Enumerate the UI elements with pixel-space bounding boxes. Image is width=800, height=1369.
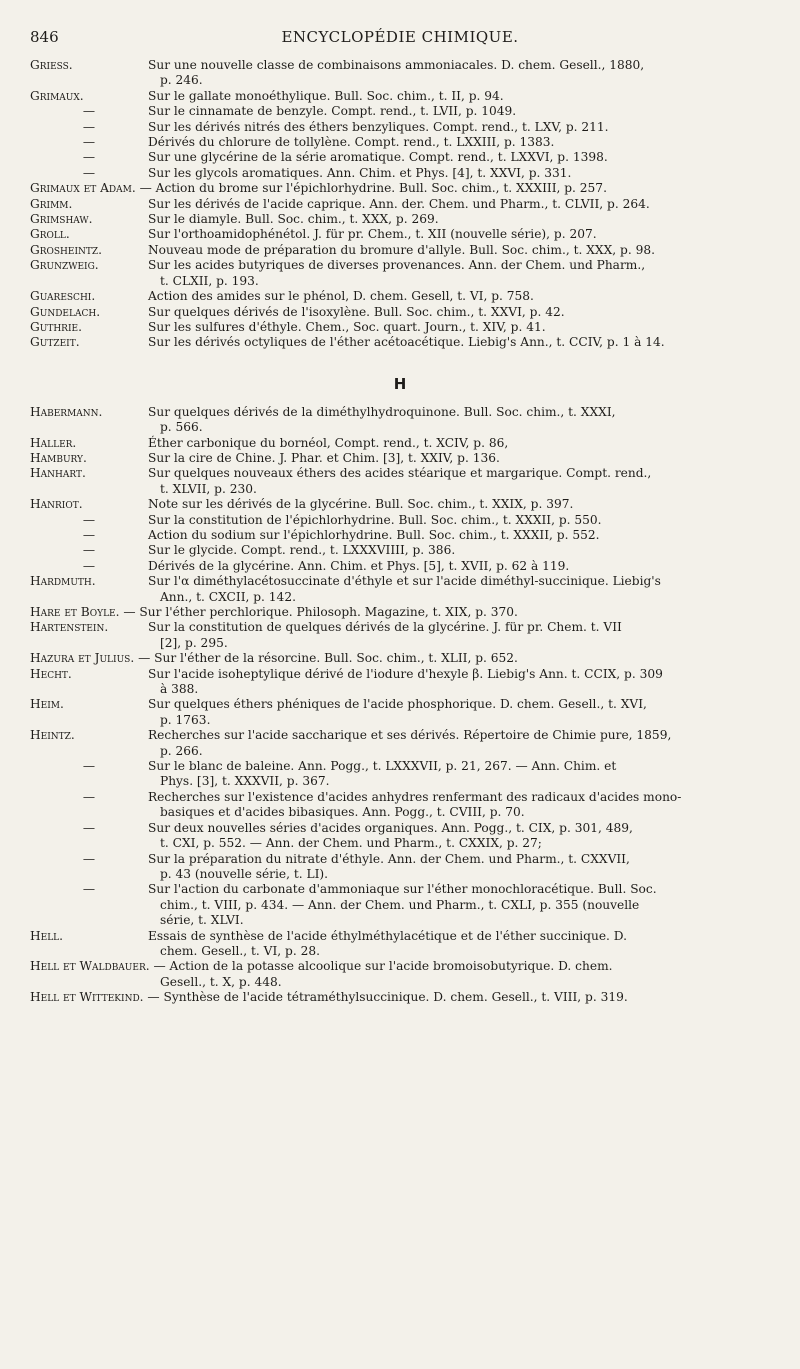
entry-continuation: p. 1763. — [160, 712, 211, 727]
entry-text: Sur les sulfures d'éthyle. Chem., Soc. quart. Journ., t. XIV, p. 41. — [148, 319, 546, 334]
entry-author: Griess. — [30, 58, 73, 72]
bib-entry — [30, 959, 770, 990]
entry-author: Heintz. — [30, 728, 75, 743]
entry-text: Sur les dérivés octyliques de l'éther acétoacétique. Liebig's Ann., t. CCIV, p. 1 à 14. — [148, 335, 665, 350]
entry-author: Guthrie. — [30, 319, 82, 334]
bib-entry — [30, 559, 770, 574]
entry-body — [148, 166, 770, 181]
entry-author: — — [82, 820, 96, 835]
bib-entry — [30, 227, 770, 242]
entry-text: Action des amides sur le phénol, D. chem. Gesell, t. VI, p. 758. — [148, 289, 534, 304]
entry-text: Sur quelques éthers phéniques de l'acide phosphorique. D. chem. Gesell., t. XVI, — [148, 697, 647, 712]
entry-author: Hardmuth. — [30, 574, 96, 589]
entry-author: Grimaux et Adam. — [30, 181, 136, 196]
bib-entry — [30, 289, 770, 304]
entry-continuation: t. CXI, p. 552. — Ann. der Chem. und Pharm., t. CXXIX, p. 27; — [160, 836, 542, 851]
bib-entry — [30, 451, 770, 466]
entry-author: Grosheintz. — [30, 242, 103, 257]
entry-continuation: Ann., t. CXCII, p. 142. — [160, 589, 296, 604]
bib-entry — [30, 882, 770, 928]
bib-entry — [30, 120, 770, 135]
entry-body — [148, 243, 770, 258]
entry-author: Gundelach. — [30, 304, 101, 319]
bib-entry — [30, 821, 770, 852]
bib-entry — [30, 790, 770, 821]
entry-text: Sur la constitution de quelques dérivés de la glycérine. J. für pr. Chem. t. VII — [148, 620, 622, 635]
entry-text: Sur le glycide. Compt. rend., t. LXXXVIIII, p. 386. — [148, 543, 456, 558]
entry-body — [148, 497, 770, 512]
entry-text: Sur les dérivés de l'acide caprique. Ann. der. Chem. und Pharm., t. CLVII, p. 264. — [148, 196, 650, 211]
bib-entry — [30, 497, 770, 512]
entry-body — [148, 89, 770, 104]
entry-author: — — [82, 789, 96, 804]
entry-body — [148, 212, 770, 227]
bib-entry — [30, 335, 770, 350]
entry-text: Sur l'action du carbonate d'ammoniaque sur l'éther monochloracétique. Bull. Soc. — [148, 882, 657, 897]
entry-text: Sur la constitution de l'épichlorhydrine. Bull. Soc. chim., t. XXXII, p. 550. — [148, 512, 602, 527]
entry-author: Guareschi. — [30, 289, 96, 304]
bib-entry — [30, 574, 770, 605]
entry-text: Sur les acides butyriques de diverses provenances. Ann. der Chem. und Pharm., — [148, 258, 646, 273]
entry-text: Nouveau mode de préparation du bromure d'allyle. Bull. Soc. chim., t. XXX, p. 98. — [148, 242, 655, 257]
entry-author: Grimm. — [30, 196, 73, 211]
entry-text: Sur quelques dérivés de l'isoxylène. Bull. Soc. chim., t. XXVI, p. 42. — [148, 304, 565, 319]
entry-author: — — [82, 135, 96, 150]
entries-h — [30, 405, 770, 1006]
entry-text: Recherches sur l'existence d'acides anhydres renfermant des radicaux d'acides mono- — [148, 789, 682, 804]
bib-entry — [30, 212, 770, 227]
bib-entry — [30, 305, 770, 320]
entry-author: — — [82, 543, 96, 558]
entry-continuation: p. 246. — [160, 73, 203, 88]
bib-entry — [30, 759, 770, 790]
bib-entry — [30, 135, 770, 150]
entry-author: Hartenstein. — [30, 620, 109, 635]
entry-author: — — [82, 150, 96, 165]
entry-body — [148, 104, 770, 119]
entry-text: Dérivés de la glycérine. Ann. Chim. et Phys. [5], t. XVII, p. 62 à 119. — [148, 558, 570, 573]
entry-continuation: à 388. — [160, 682, 199, 697]
entry-author: Grimaux. — [30, 88, 84, 103]
bib-entry — [30, 320, 770, 335]
entry-author: Hanriot. — [30, 497, 83, 512]
entry-text: Sur les dérivés nitrés des éthers benzyliques. Compt. rend., t. LXV, p. 211. — [148, 119, 609, 134]
entry-body — [148, 227, 770, 242]
entry-continuation: t. CLXII, p. 193. — [160, 273, 259, 288]
bib-entry — [30, 150, 770, 165]
entry-author: — — [82, 527, 96, 542]
entry-body — [148, 135, 770, 150]
bib-entry — [30, 620, 770, 651]
entry-body — [148, 289, 770, 304]
entry-author: Heim. — [30, 697, 64, 712]
running-title: ENCYCLOPÉDIE CHIMIQUE. — [281, 28, 519, 46]
entry-text: Action du sodium sur l'épichlorhydrine. Bull. Soc. chim., t. XXXII, p. 552. — [148, 527, 600, 542]
bib-entry — [30, 605, 770, 620]
bib-entry — [30, 697, 770, 728]
entry-author: Hell et Wittekind. — [30, 990, 144, 1005]
bib-entry — [30, 181, 770, 196]
entries-g — [30, 58, 770, 351]
entry-body — [148, 929, 770, 960]
entry-body — [148, 513, 770, 528]
entry-body — [148, 574, 770, 605]
entry-author: Grimshaw. — [30, 212, 93, 227]
entry-author: — — [82, 165, 96, 180]
entry-author: Gutzeit. — [30, 335, 80, 350]
bib-entry — [30, 513, 770, 528]
entry-body — [148, 697, 770, 728]
entry-body — [148, 667, 770, 698]
bib-entry — [30, 258, 770, 289]
entry-body — [148, 543, 770, 558]
entry-text: Essais de synthèse de l'acide éthylméthylacétique et de l'éther succinique. D. — [148, 928, 627, 943]
bib-entry — [30, 436, 770, 451]
entry-text: Dérivés du chlorure de tollylène. Compt. rend., t. LXXIII, p. 1383. — [148, 135, 555, 150]
entry-text: Sur quelques dérivés de la diméthylhydroquinone. Bull. Soc. chim., t. XXXI, — [148, 404, 616, 419]
entry-body — [148, 790, 770, 821]
page-number: 846 — [30, 28, 59, 46]
entry-continuation: série, t. XLVI. — [160, 913, 244, 928]
entry-text: Sur le diamyle. Bull. Soc. chim., t. XXX, p. 269. — [148, 212, 439, 227]
bib-entry — [30, 166, 770, 181]
bib-entry — [30, 104, 770, 119]
entry-author: Hanhart. — [30, 466, 86, 481]
entry-text: — Sur l'éther perchlorique. Philosoph. Magazine, t. XIX, p. 370. — [123, 605, 518, 619]
entry-text: Sur le gallate monoéthylique. Bull. Soc. chim., t. II, p. 94. — [148, 88, 504, 103]
running-header — [30, 28, 770, 50]
entry-continuation: t. XLVII, p. 230. — [160, 481, 257, 496]
entry-author: Hazura et Julius. — [30, 651, 135, 666]
entry-body — [148, 58, 770, 89]
bib-entry — [30, 667, 770, 698]
entry-body — [148, 197, 770, 212]
entry-body — [148, 405, 770, 436]
entry-author: Grunzweig. — [30, 258, 99, 273]
entry-body — [148, 258, 770, 289]
entry-continuation: Phys. [3], t. XXXVII, p. 367. — [160, 774, 330, 789]
entry-text: Note sur les dérivés de la glycérine. Bull. Soc. chim., t. XXIX, p. 397. — [148, 497, 574, 512]
entry-author: — — [82, 759, 96, 774]
entry-text: Sur l'α diméthylacétosuccinate d'éthyle et sur l'acide diméthyl-succinique. Liebig's — [148, 574, 661, 589]
bib-entry — [30, 197, 770, 212]
entry-continuation: p. 43 (nouvelle série, t. LI). — [160, 866, 329, 881]
entry-continuation: basiques et d'acides bibasiques. Ann. Pogg., t. CVIII, p. 70. — [160, 805, 525, 820]
bib-entry — [30, 543, 770, 558]
entry-author: — — [82, 119, 96, 134]
entry-text: Sur les glycols aromatiques. Ann. Chim. et Phys. [4], t. XXVI, p. 331. — [148, 165, 572, 180]
entry-text: Sur une nouvelle classe de combinaisons ammoniacales. D. chem. Gesell., 1880, — [148, 58, 645, 72]
entry-text: Sur le cinnamate de benzyle. Compt. rend., t. LVII, p. 1049. — [148, 104, 517, 119]
entry-text: Sur quelques nouveaux éthers des acides stéarique et margarique. Compt. rend., — [148, 466, 652, 481]
entry-body — [148, 466, 770, 497]
entry-text: — Sur l'éther de la résorcine. Bull. Soc. chim., t. XLII, p. 652. — [138, 651, 518, 666]
entry-body — [148, 559, 770, 574]
entry-text: Sur la préparation du nitrate d'éthyle. Ann. der Chem. und Pharm., t. CXXVII, — [148, 851, 630, 866]
entry-author: — — [82, 558, 96, 573]
bib-entry — [30, 990, 770, 1005]
entry-body — [148, 335, 770, 350]
entry-author: Hambury. — [30, 450, 87, 465]
entry-author: Hell et Waldbauer. — [30, 959, 150, 974]
entry-author: — — [82, 882, 96, 897]
entry-author: Hecht. — [30, 666, 72, 681]
entry-body — [148, 528, 770, 543]
entry-body — [148, 305, 770, 320]
entry-author: — — [82, 104, 96, 119]
bib-entry — [30, 651, 770, 666]
entry-body — [148, 451, 770, 466]
entry-continuation: p. 266. — [160, 743, 203, 758]
entry-author: Hare et Boyle. — [30, 605, 120, 619]
entry-continuation: p. 566. — [160, 420, 203, 435]
bib-entry — [30, 405, 770, 436]
bib-entry — [30, 528, 770, 543]
bib-entry — [30, 466, 770, 497]
entry-continuation: chim., t. VIII, p. 434. — Ann. der Chem. und Pharm., t. CXLI, p. 355 (nouvelle — [160, 897, 640, 912]
entry-author: — — [82, 851, 96, 866]
entry-text: Sur deux nouvelles séries d'acides organiques. Ann. Pogg., t. CIX, p. 301, 489, — [148, 820, 633, 835]
entry-text: Sur une glycérine de la série aromatique. Compt. rend., t. LXXVI, p. 1398. — [148, 150, 608, 165]
entry-body — [148, 436, 770, 451]
entry-body — [148, 150, 770, 165]
entry-author: Groll. — [30, 227, 70, 242]
entry-continuation: Gesell., t. X, p. 448. — [160, 974, 282, 989]
entry-body — [148, 728, 770, 759]
entry-text: Sur la cire de Chine. J. Phar. et Chim. [3], t. XXIV, p. 136. — [148, 450, 500, 465]
bibliography — [30, 58, 770, 1006]
bib-entry — [30, 728, 770, 759]
entry-text: Recherches sur l'acide saccharique et ses dérivés. Répertoire de Chimie pure, 1859, — [148, 728, 672, 743]
entry-text: — Synthèse de l'acide tétraméthylsuccinique. D. chem. Gesell., t. VIII, p. 319. — [147, 990, 628, 1005]
bib-entry — [30, 243, 770, 258]
entry-author: — — [82, 512, 96, 527]
entry-text: — Action du brome sur l'épichlorhydrine. Bull. Soc. chim., t. XXXIII, p. 257. — [139, 181, 607, 196]
entry-body — [148, 759, 770, 790]
section-heading: H — [393, 374, 407, 393]
bib-entry — [30, 89, 770, 104]
bib-entry — [30, 58, 770, 89]
entry-text: Sur le blanc de baleine. Ann. Pogg., t. LXXXVII, p. 21, 267. — Ann. Chim. et — [148, 759, 617, 774]
entry-body — [148, 852, 770, 883]
entry-body — [148, 320, 770, 335]
bib-entry — [30, 929, 770, 960]
entry-author: Habermann. — [30, 404, 103, 419]
entry-body — [148, 821, 770, 852]
entry-text: Éther carbonique du bornéol, Compt. rend., t. XCIV, p. 86, — [148, 435, 509, 450]
entry-text: — Action de la potasse alcoolique sur l'acide bromoisobutyrique. D. chem. — [153, 959, 613, 974]
entry-text: Sur l'orthoamidophénétol. J. für pr. Chem., t. XII (nouvelle série), p. 207. — [148, 227, 597, 242]
entry-author: Hell. — [30, 928, 64, 943]
entry-text: Sur l'acide isoheptylique dérivé de l'iodure d'hexyle β. Liebig's Ann. t. CCIX, p. 309 — [148, 666, 663, 681]
bib-entry — [30, 852, 770, 883]
entry-continuation: chem. Gesell., t. VI, p. 28. — [160, 943, 320, 958]
entry-body — [148, 620, 770, 651]
entry-continuation: [2], p. 295. — [160, 635, 228, 650]
entry-body — [148, 882, 770, 928]
entry-author: Haller. — [30, 435, 77, 450]
entry-body — [148, 120, 770, 135]
